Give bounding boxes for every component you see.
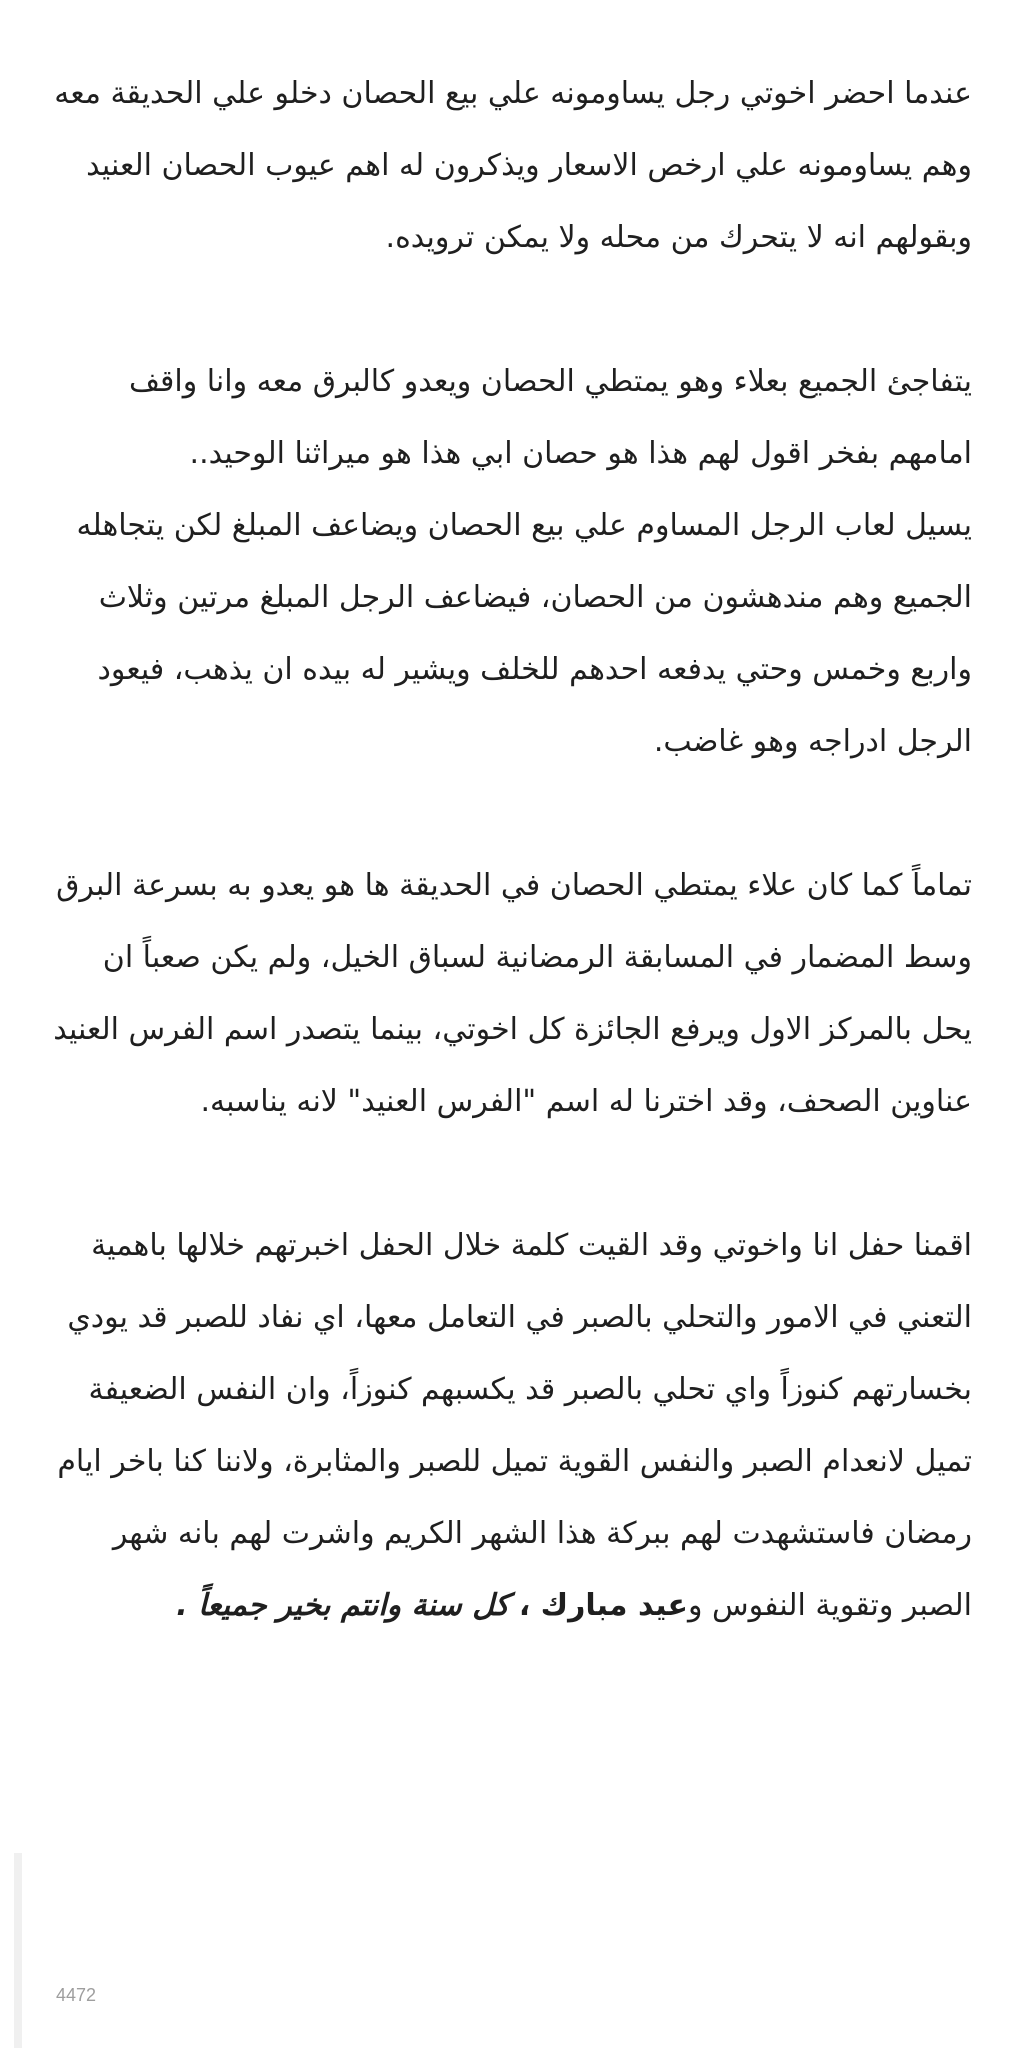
scroll-edge-indicator [14, 1853, 22, 2048]
paragraph-5-body: اقمنا حفل انا واخوتي وقد القيت كلمة خلال الحفل اخبرتهم خلالها باهمية التعني في الامور والتحلي بالصبر في التعامل معها، اي نفاد للصبر قد يودي بخسارتهم كنوزاً واي تحلي بالصبر قد يكسبهم كنوزاً، وان النفس الضعيفة تميل لانعدام الصبر والنفس القوية تميل للصبر والمثابرة، ولاننا كنا باخر ايام رمضان فاستشهدت لهم ببركة هذا الشهر الكريم واشرت لهم بانه شهر الصبر وتقوية النفوس و [57, 1228, 972, 1623]
eid-greeting: عيد مبارك ، [518, 1588, 689, 1623]
story-text [47, 58, 972, 1642]
paragraph-spacer [47, 274, 972, 346]
paragraph-4: تماماً كما كان علاء يمتطي الحصان في الحديقة ها هو يعدو به بسرعة البرق وسط المضمار في المسابقة الرمضانية لسباق الخيل، ولم يكن صعباً ان يحل بالمركز الاول ويرفع الجائزة كل اخوتي، بينما يتصدر اسم الفرس العنيد عناوين الصحف، وقد اخترنا له اسم "الفرس العنيد" لانه يناسبه. [53, 868, 972, 1119]
paragraph-1: عندما احضر اخوتي رجل يساومونه علي بيع الحصان دخلو علي الحديقة معه وهم يساومونه علي ارخص الاسعار ويذكرون له اهم عيوب الحصان العنيد وبقولهم انه لا يتحرك من محله ولا يمكن ترويده. [54, 76, 972, 255]
paragraph-2: يتفاجئ الجميع بعلاء وهو يمتطي الحصان ويعدو كالبرق معه وانا واقف امامهم بفخر اقول لهم هذا هو حصان ابي هذا هو ميراثنا الوحيد.. [128, 364, 972, 471]
paragraph-spacer [47, 778, 972, 850]
paragraph-spacer [47, 1138, 972, 1210]
paragraph-3: يسيل لعاب الرجل المساوم علي بيع الحصان ويضاعف المبلغ لكن يتجاهله الجميع وهم مندهشون من الحصان، فيضاعف الرجل المبلغ مرتين وثلاث واربع وخمس وحتي يدفعه احدهم للخلف ويشير له بيده ان يذهب، فيعود الرجل ادراجه وهو غاضب. [76, 508, 972, 759]
closing-wish: كل سنة وانتم بخير جميعاً . [176, 1588, 510, 1623]
paragraph-5 [47, 1210, 972, 1642]
page-number: 4472 [56, 1985, 97, 2005]
